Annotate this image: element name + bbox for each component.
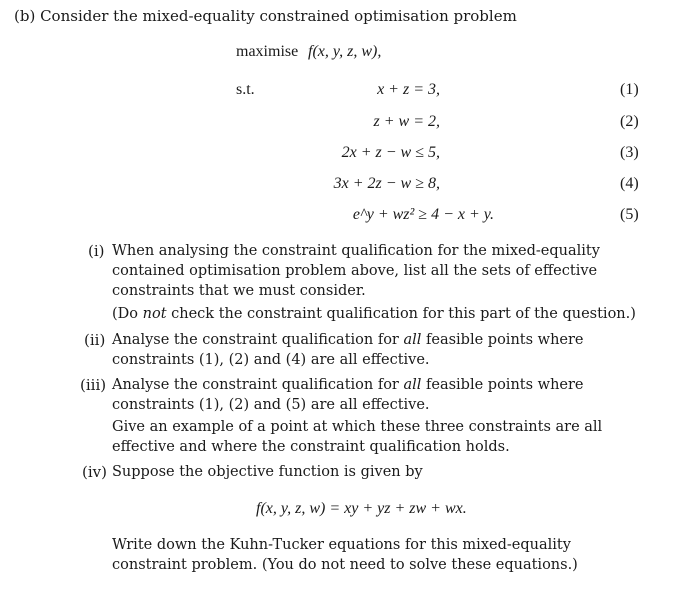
- objective-keyword: maximise: [236, 43, 299, 60]
- item-i-paragraph-1: When analysing the constraint qualification for the mixed-equality contained optimisation problem above, list all the sets of effective constraints that we must consider.: [112, 243, 600, 299]
- item-ii-paragraph-1: Analyse the constraint qualification for all feasible points where constraints (1), (2) and (4) are all effective.: [112, 332, 584, 368]
- item-iv-paragraph-3: Write down the Kuhn-Tucker equations for this mixed-equality constraint problem. (You do not need to solve these equations.): [112, 537, 578, 573]
- st-label: s.t.: [236, 81, 255, 98]
- constraint-4: 3x + 2z − w ≥ 8,: [333, 175, 440, 192]
- item-iii-label: (iii): [80, 376, 107, 394]
- item-i-paragraph-2: (Do not check the constraint qualification for this part of the question.): [112, 306, 636, 322]
- constraint-5-number: (5): [620, 206, 639, 223]
- constraint-3-number: (3): [620, 144, 639, 161]
- item-iii-paragraph-1: Analyse the constraint qualification for all feasible points where constraints (1), (2) and (5) are all effective.: [112, 377, 584, 413]
- item-iv-label: (iv): [82, 463, 107, 481]
- constraint-1: x + z = 3,: [377, 81, 440, 98]
- objective-expression: f(x, y, z, w),: [308, 43, 382, 60]
- item-iv-paragraph-1: Suppose the objective function is given by: [112, 464, 423, 480]
- item-i-label: (i): [88, 242, 105, 260]
- item-iii-paragraph-2: Give an example of a point at which these three constraints are all effective and where the constraint qualification holds.: [112, 419, 603, 455]
- constraint-1-number: (1): [620, 81, 639, 98]
- constraint-3: 2x + z − w ≤ 5,: [341, 144, 440, 161]
- constraint-4-number: (4): [620, 175, 639, 192]
- constraint-5: e^y + wz² ≥ 4 − x + y.: [352, 206, 494, 223]
- part-heading: (b) Consider the mixed-equality constrained optimisation problem: [14, 7, 517, 25]
- constraint-2-number: (2): [620, 113, 639, 130]
- objective-function-definition: f(x, y, z, w) = xy + yz + zw + wx.: [256, 500, 467, 517]
- constraint-2: z + w = 2,: [373, 113, 440, 130]
- item-ii-label: (ii): [84, 331, 106, 349]
